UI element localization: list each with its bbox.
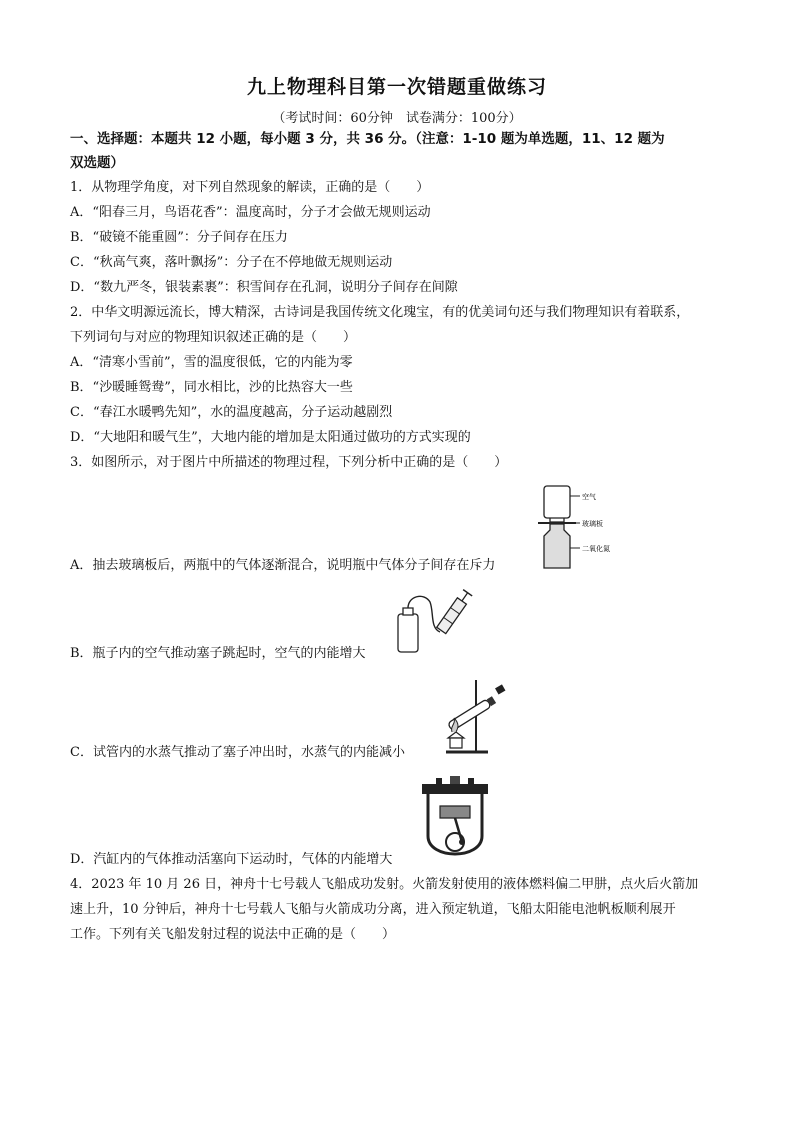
q2-option-c: C．“春江水暖鸭先知”，水的温度越高，分子运动越剧烈 [70, 405, 393, 420]
fig-a-label-no2: 二氧化氮 [582, 545, 610, 553]
q1-option-b: B．“破镜不能重圆”：分子间存在压力 [70, 230, 288, 245]
fig-a-label-glass-plate: 玻璃板 [582, 520, 603, 528]
q1-option-c: C．“秋高气爽，落叶飘扬”：分子在不停地做无规则运动 [70, 255, 393, 270]
q4-stem-line2: 速上升，10 分钟后，神舟十七号载人飞船与火箭成功分离，进入预定轨道，飞船太阳能电池帆板顺利展开 [70, 902, 676, 917]
section-heading-line2: 双选题） [70, 155, 124, 171]
q4-stem-line3: 工作。下列有关飞船发射过程的说法中正确的是（ ） [70, 927, 396, 942]
q3-stem: 3．如图所示，对于图片中所描述的物理过程，下列分析中正确的是（ ） [70, 455, 508, 470]
q3-option-a: A．抽去玻璃板后，两瓶中的气体逐渐混合，说明瓶中气体分子间存在斥力 [70, 558, 496, 573]
q4-stem-line1: 4．2023 年 10 月 26 日，神舟十七号载人飞船成功发射。火箭发射使用的液体燃料偏二甲肼，点火后火箭加 [70, 877, 699, 892]
page-title: 九上物理科目第一次错题重做练习 [246, 76, 547, 98]
q3-option-d: D．汽缸内的气体推动活塞向下运动时，气体的内能增大 [70, 852, 393, 867]
q2-stem-line1: 2．中华文明源远流长，博大精深，古诗词是我国传统文化瑰宝，有的优美词句还与我们物理知识有着联系， [70, 305, 690, 320]
q2-option-b: B．“沙暖睡鸳鸯”，同水相比，沙的比热容大一些 [70, 380, 353, 395]
q2-stem-line2: 下列词句与对应的物理知识叙述正确的是（ ） [70, 330, 357, 345]
q2-option-a: A．“清寒小雪前”，雪的温度很低，它的内能为零 [70, 355, 353, 370]
section-heading-line1: 一、选择题：本题共 12 小题，每小题 3 分，共 36 分。（注意：1-10 题为单选题，11、12 题为 [70, 131, 665, 147]
exam-info: （考试时间：60分钟 试卷满分：100分） [272, 111, 522, 126]
fig-a-label-air: 空气 [582, 493, 596, 501]
q3-option-b: B．瓶子内的空气推动塞子跳起时，空气的内能增大 [70, 646, 366, 661]
q2-option-d: D．“大地阳和暖气生”，大地内能的增加是太阳通过做功的方式实现的 [70, 430, 471, 445]
q3-option-c: C．试管内的水蒸气推动了塞子冲出时，水蒸气的内能减小 [70, 745, 405, 760]
q1-stem: 1．从物理学角度，对下列自然现象的解读，正确的是（ ） [70, 180, 430, 195]
q1-option-d: D．“数九严冬，银装素裹”：积雪间存在孔洞，说明分子间存在间隙 [70, 280, 458, 295]
q1-option-a: A．“阳春三月，鸟语花香”：温度高时，分子才会做无规则运动 [70, 205, 431, 220]
